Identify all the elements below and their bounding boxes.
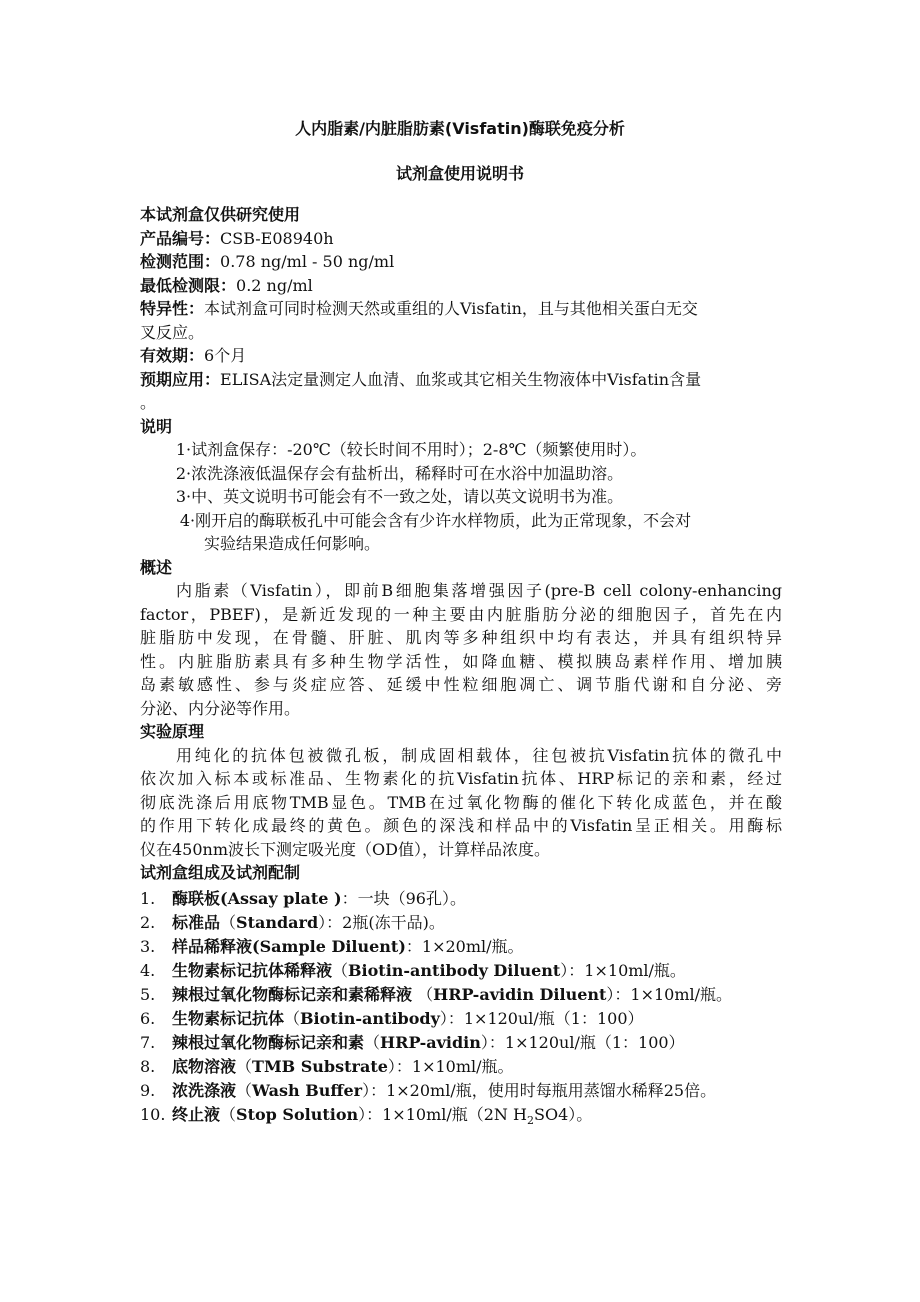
item-number: 4. xyxy=(140,960,156,980)
item-detail: ）：1×120ul/瓶（1：100） xyxy=(480,1032,685,1052)
item-english-name: Biotin-antibody xyxy=(300,1008,440,1028)
list-item xyxy=(140,1103,782,1127)
detection-range-label: 检测范围： xyxy=(140,252,221,271)
note-text: ·浓洗涤液低温保存会有盐析出，稀释时可在水浴中加温助溶。 xyxy=(186,463,624,483)
item-english-name: HRP-avidin xyxy=(380,1032,481,1052)
paragraph-line: factor，PBEF)，是新近发现的一种主要由内脏脂肪分泌的细胞因子，首先在内 xyxy=(140,604,782,624)
item-paren: （ xyxy=(364,1032,381,1052)
item-paren: （ xyxy=(332,960,349,980)
note-item xyxy=(140,509,782,533)
item-detail: ）：1×120ul/瓶（1：100） xyxy=(439,1008,644,1028)
list-item xyxy=(140,1031,782,1055)
item-number: 9. xyxy=(140,1080,156,1100)
item-number: 2. xyxy=(140,912,156,932)
list-item xyxy=(140,1079,782,1103)
list-item xyxy=(140,935,782,959)
item-number: 8. xyxy=(140,1056,156,1076)
paragraph-line: 的作用下转化成最终的黄色。颜色的深浅和样品中的Visfatin呈正相关。用酶标 xyxy=(140,816,782,835)
item-detail: ）：1×10ml/瓶。 xyxy=(606,984,733,1004)
list-item xyxy=(140,1007,782,1031)
note-item xyxy=(140,485,782,509)
detection-limit-label: 最低检测限： xyxy=(140,275,237,295)
item-name: 生物素标记抗体稀释液 xyxy=(172,960,333,980)
detection-range-value: 0.78 ng/ml - 50 ng/ml xyxy=(220,252,395,271)
item-detail: ）：1×10ml/瓶。 xyxy=(387,1056,514,1076)
list-item xyxy=(140,887,782,911)
note-number: 3 xyxy=(175,487,186,506)
item-paren: （ xyxy=(220,912,237,932)
document-body xyxy=(140,203,782,1127)
document-title: 人内脂素/内脏脂肪素(Visfatin)酶联免疫分析 xyxy=(295,119,625,138)
subscript: 2 xyxy=(526,1113,534,1127)
product-number-value: CSB-E08940h xyxy=(220,228,334,248)
list-item xyxy=(140,983,782,1007)
item-english-name: Wash Buffer xyxy=(252,1080,363,1100)
components-list xyxy=(140,887,782,1127)
research-only-notice: 本试剂盒仅供研究使用 xyxy=(140,205,301,224)
overview-paragraph xyxy=(140,579,782,720)
specificity-text: 本试剂盒可同时检测天然或重组的人Visfatin，且与其他相关蛋白无交 xyxy=(204,299,698,318)
item-paren: （ xyxy=(236,1056,253,1076)
list-item xyxy=(140,911,782,935)
item-name: 生物素标记抗体 xyxy=(172,1008,285,1028)
note-item xyxy=(140,438,782,462)
item-english-name: (Sample Diluent) xyxy=(252,936,406,956)
detection-limit-value: 0.2 ng/ml xyxy=(236,275,313,295)
note-text: ·刚开启的酶联板孔中可能会含有少许水样物质，此为正常现象，不会对 xyxy=(190,510,692,530)
specificity-row xyxy=(140,297,782,321)
list-item xyxy=(140,959,782,983)
note-continued: 实验结果造成任何影响。 xyxy=(204,534,381,553)
validity-value: 6个月 xyxy=(204,346,247,365)
item-english-name: (Assay plate ) xyxy=(220,888,342,908)
document-subtitle: 试剂盒使用说明书 xyxy=(395,164,524,183)
item-english-name: HRP-avidin Diluent xyxy=(433,984,607,1004)
product-number-label: 产品编号： xyxy=(140,228,221,248)
paragraph-line: 内脂素（Visfatin），即前B细胞集落增强因子(pre-B cell colony-enhancing xyxy=(176,581,782,600)
paragraph-line: 性。内脏脂肪素具有多种生物学活性，如降血糖、模拟胰岛素样作用、增加胰 xyxy=(140,651,782,671)
item-number: 5. xyxy=(140,984,156,1004)
notes-heading: 说明 xyxy=(140,416,173,436)
item-detail: ）：1×10ml/瓶（2N H xyxy=(358,1104,527,1124)
intended-use-label: 预期应用： xyxy=(140,369,221,389)
item-number: 7. xyxy=(140,1032,156,1052)
item-paren: （ xyxy=(220,1104,237,1124)
specificity-label: 特异性： xyxy=(140,299,205,318)
intended-use-row xyxy=(140,368,782,392)
note-text: ·试剂盒保存：-20℃（较长时间不用时）；2-8℃（频繁使用时）。 xyxy=(186,440,647,459)
note-item xyxy=(140,462,782,486)
detection-range-row xyxy=(140,250,782,274)
item-name: 标准品 xyxy=(172,912,221,932)
item-number: 3. xyxy=(140,936,156,956)
item-detail: ：一块（96孔）。 xyxy=(341,888,466,908)
item-number: 10. xyxy=(140,1104,166,1124)
item-paren: （ xyxy=(412,984,434,1004)
item-name: 底物溶液 xyxy=(172,1056,237,1076)
principle-heading: 实验原理 xyxy=(140,722,205,741)
item-paren: （ xyxy=(284,1008,301,1028)
components-heading: 试剂盒组成及试剂配制 xyxy=(140,863,301,882)
list-item xyxy=(140,1055,782,1079)
detection-limit-row xyxy=(140,274,782,298)
item-detail: ）：2瓶(冻干品)。 xyxy=(318,912,445,932)
item-paren: （ xyxy=(236,1080,253,1100)
item-name: 辣根过氧化物酶标记亲和素稀释液 xyxy=(172,984,413,1004)
note-number: 4 xyxy=(179,510,190,530)
item-english-name: Biotin-antibody Diluent xyxy=(348,960,561,980)
item-name: 辣根过氧化物酶标记亲和素 xyxy=(172,1032,365,1052)
item-name: 浓洗涤液 xyxy=(172,1080,237,1100)
item-name: 终止液 xyxy=(172,1104,221,1124)
item-name: 酶联板 xyxy=(172,888,221,908)
item-number: 1. xyxy=(140,888,156,908)
item-name: 样品稀释液 xyxy=(172,936,253,956)
item-detail: ）：1×20ml/瓶，使用时每瓶用蒸馏水稀释25倍。 xyxy=(362,1080,717,1100)
validity-row xyxy=(140,344,782,368)
item-number: 6. xyxy=(140,1008,156,1028)
note-text: ·中、英文说明书可能会有不一致之处，请以英文说明书为准。 xyxy=(186,487,624,506)
specificity-continued: 叉反应。 xyxy=(140,322,205,342)
note-number: 1 xyxy=(175,440,186,459)
paragraph-line: 依次加入标本或标准品、生物素化的抗Visfatin抗体、HRP标记的亲和素，经过 xyxy=(140,769,782,788)
overview-heading: 概述 xyxy=(140,557,173,577)
intended-use-continued: 。 xyxy=(140,393,157,412)
item-english-name: Stop Solution xyxy=(236,1104,359,1124)
item-detail: ：1×20ml/瓶。 xyxy=(405,936,524,956)
intended-use-text: ELISA法定量测定人血清、血浆或其它相关生物液体中Visfatin含量 xyxy=(220,369,702,389)
item-detail: ）：1×10ml/瓶。 xyxy=(560,960,686,980)
paragraph-line: 彻底洗涤后用底物TMB显色。TMB在过氧化物酶的催化下转化成蓝色，并在酸 xyxy=(140,792,782,812)
product-number-row xyxy=(140,227,782,251)
paragraph-line: 用纯化的抗体包被微孔板，制成固相载体，往包被抗Visfatin抗体的微孔中 xyxy=(176,745,782,765)
paragraph-line: 分泌、内分泌等作用。 xyxy=(140,698,301,718)
item-english-name: TMB Substrate xyxy=(252,1056,388,1076)
item-english-name: Standard xyxy=(236,912,319,932)
item-detail-end: SO4）。 xyxy=(533,1104,593,1124)
paragraph-line: 脏脂肪中发现，在骨髓、肝脏、肌肉等多种组织中均有表达，并具有组织特异 xyxy=(140,628,782,647)
principle-paragraph xyxy=(140,744,782,862)
paragraph-line: 岛素敏感性、参与炎症应答、延缓中性粒细胞凋亡、调节脂代谢和自分泌、旁 xyxy=(140,675,782,694)
paragraph-line: 仪在450nm波长下测定吸光度（OD值），计算样品浓度。 xyxy=(140,839,550,859)
validity-label: 有效期： xyxy=(140,346,205,365)
note-number: 2 xyxy=(175,463,186,483)
